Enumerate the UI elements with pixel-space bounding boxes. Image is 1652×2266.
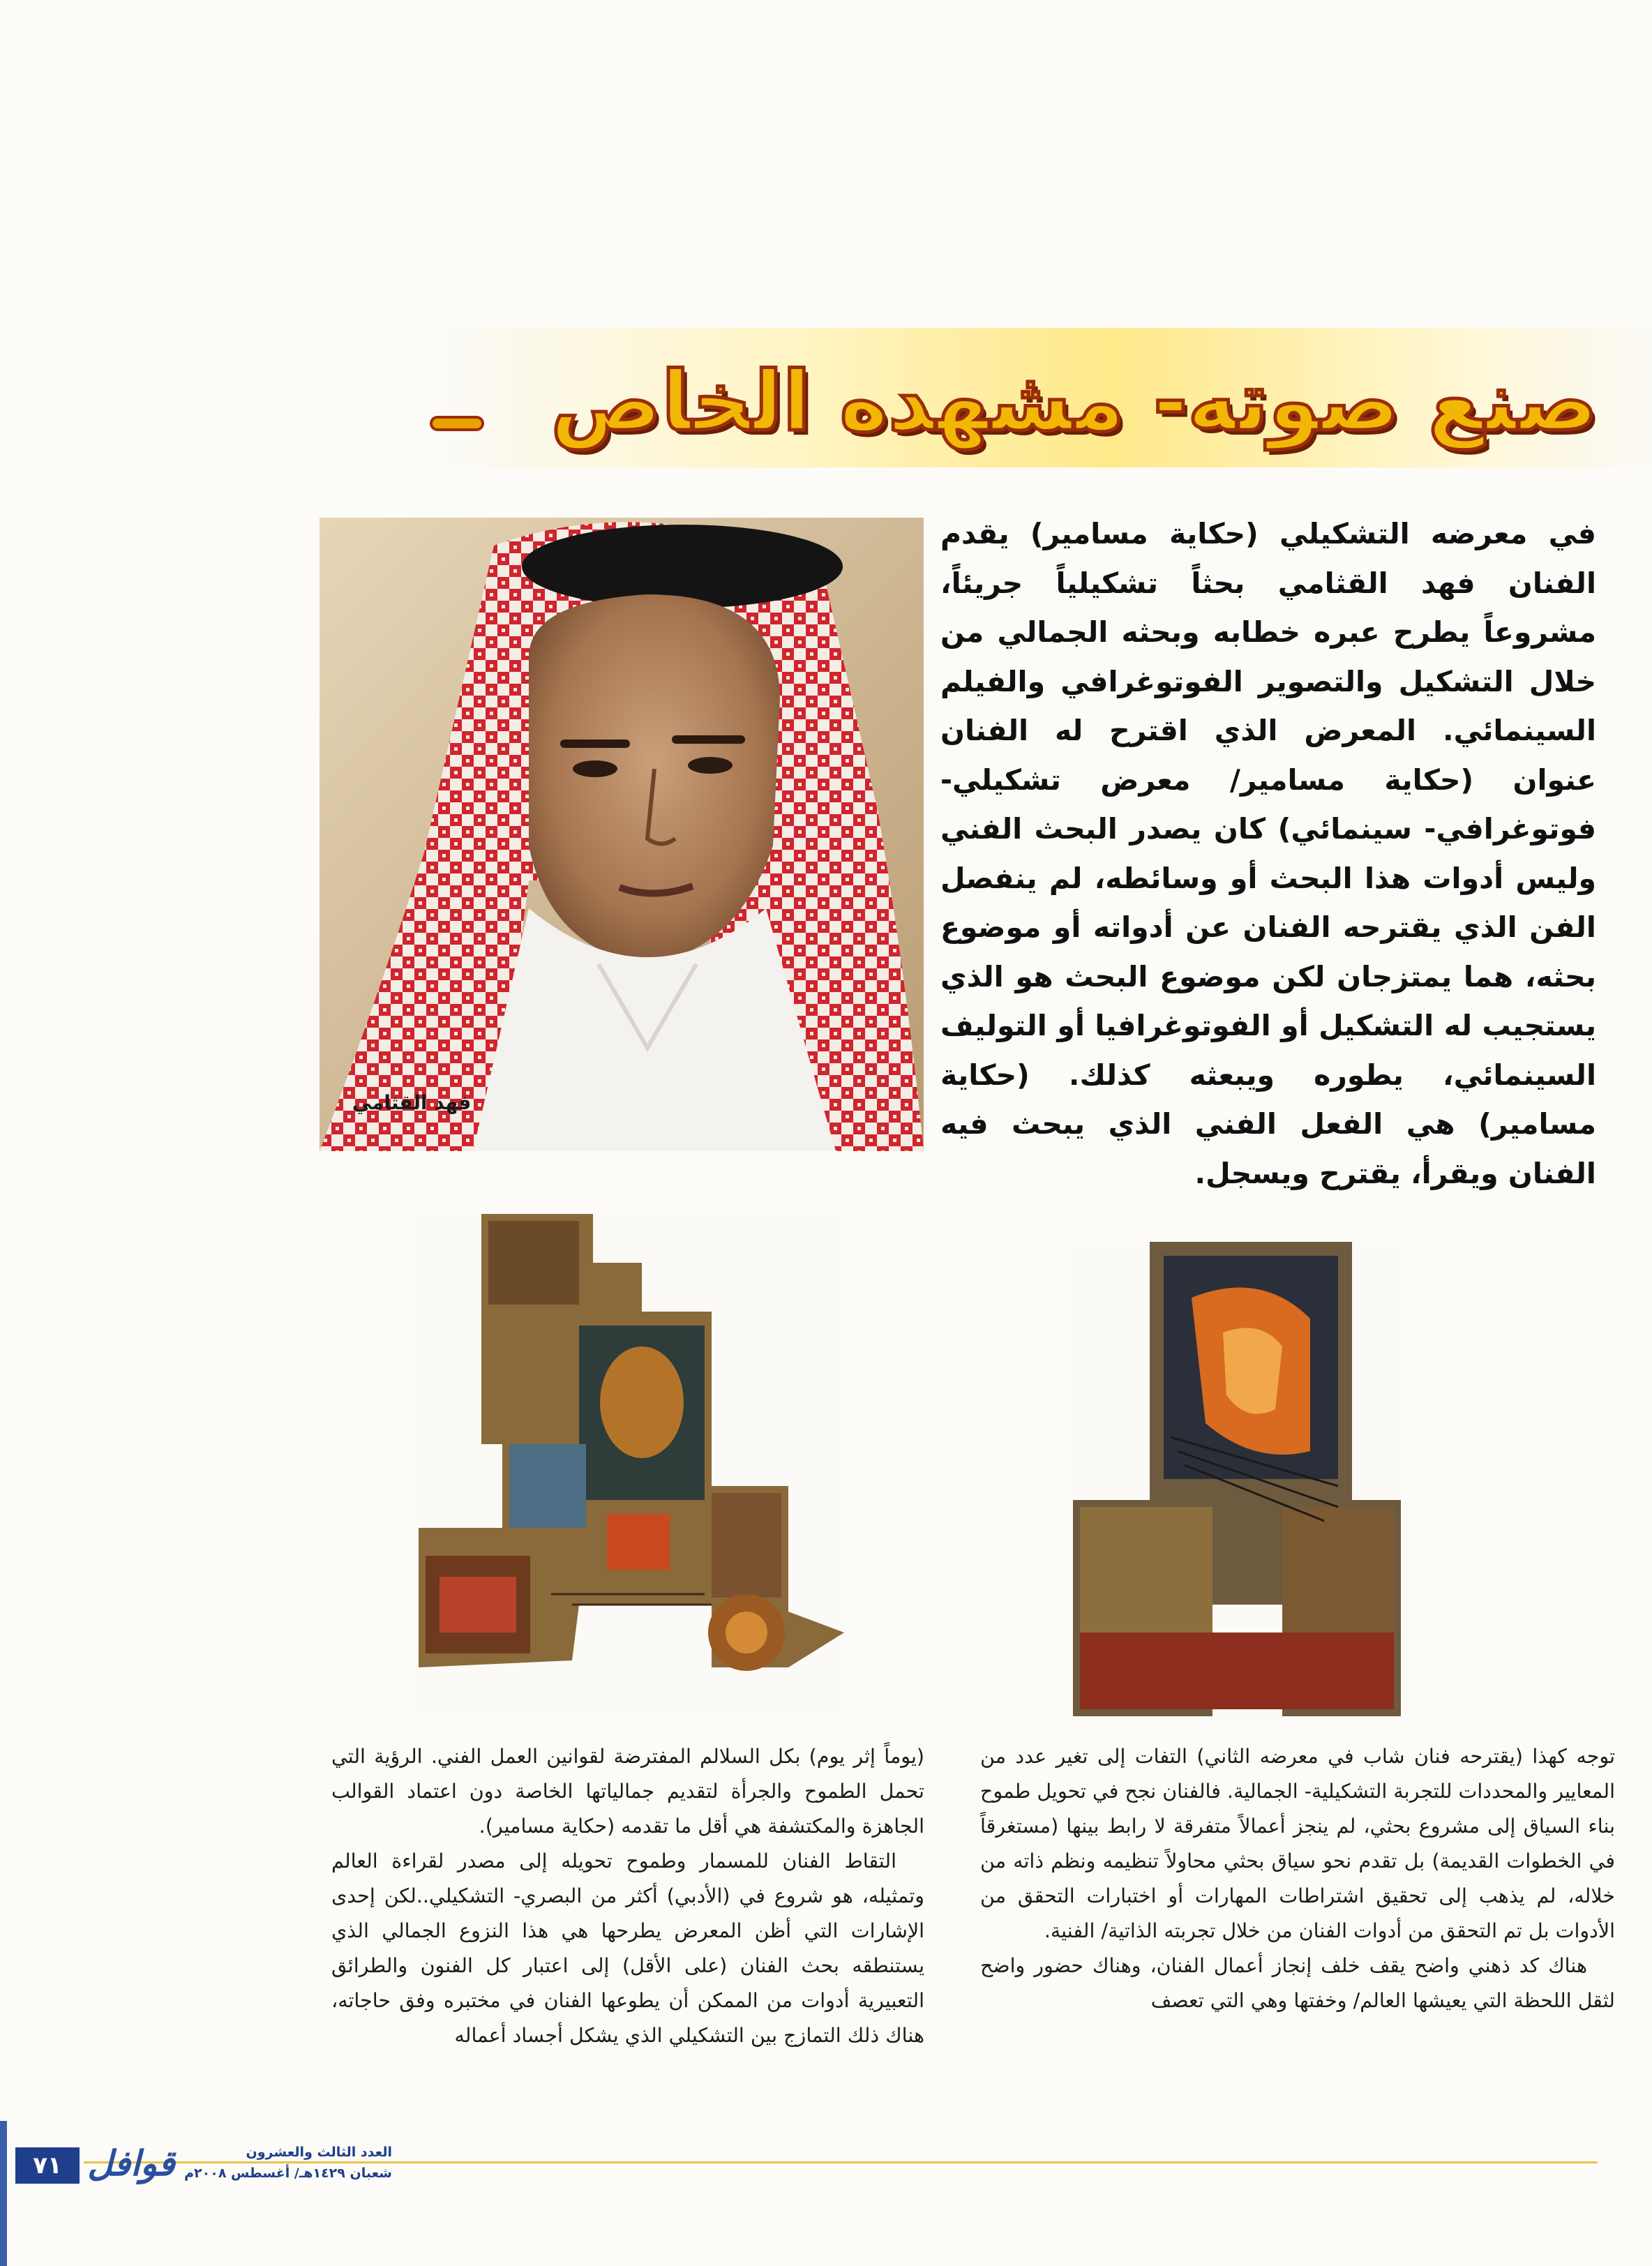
artist-portrait-photo (320, 518, 924, 1151)
artwork-right-image (1073, 1242, 1401, 1723)
article-title: صنع صوته- مشهده الخاص (550, 353, 1598, 449)
body-paragraph: (يوماً إثر يوم) بكل السلالم المفترضة لقوانين العمل الفني. الرؤية التي تحمل الطموح والجرأة لتقديم جمالياتها الخاصة دون اعتماد القوالب الجاهزة والمكتشفة هي أقل ما تقدمه (حكاية مسامير). (331, 1745, 924, 1838)
intro-paragraph: في معرضه التشكيلي (حكاية مسامير) يقدم الفنان فهد القثامي بحثاً تشكيلياً جريئاً، مشروعاً يطرح عبره خطابه وبحثه الجمالي من خلال التشكيل والتصوير الفوتوغرافي والفيلم السينمائي. المعرض الذي اقترح له الفنان عنوان (حكاية مسامير/ معرض تشكيلي- فوتوغرافي- سينمائي) كان يصدر البحث الفني وليس أدوات هذا البحث أو وسائطه، لم ينفصل الفن الذي يقترحه الفنان عن أدواته أو موضوع بحثه، هما يمتزجان لكن موضوع البحث هو الذي يستجيب له التشكيل أو الفوتوغرافيا أو التوليف السينمائي، يطوره ويبعثه كذلك. (حكاية مسامير) هي الفعل الفني الذي يبحث فيه الفنان ويقرأ، يقترح ويسجل. (940, 517, 1596, 1190)
artwork-left-image (412, 1214, 844, 1716)
portrait-caption: فهد القثامي (352, 1091, 472, 1114)
page-number: ٧١ (15, 2147, 80, 2184)
page-edge-strip (0, 2121, 7, 2266)
body-column-left (331, 1739, 924, 2144)
issue-info (183, 2142, 392, 2186)
body-paragraph: توجه كهذا (يقترحه فنان شاب في معرضه الثاني) التفات إلى تغير عدد من المعايير والمحددات للتجربة التشكيلية- الجمالية. فالفنان نجح في تحويل طموح بناء السياق إلى مشروع بحثي، لم ينجز أعمالاً متفرقة لا رابط بينها (مستغرقاً في الخطوات القديمة) بل تقدم نحو سياق بحثي محاولاً تنظيمه ونظم ذاته من خلاله، لم يذهب إلى تحقيق اشتراطات المهارات أو اختبارات التحقق من الأدوات بل تم التحقق من أدوات الفنان من خلال تجربته الذاتية/ الفنية. (980, 1745, 1615, 1942)
issue-number: العدد الثالث والعشرون (246, 2145, 392, 2160)
magazine-logo: قوافل (87, 2143, 175, 2184)
body-column-right (980, 1739, 1615, 2144)
body-paragraph: هناك كد ذهني واضح يقف خلف إنجاز أعمال الفنان، وهناك حضور واضح لثقل اللحظة التي يعيشها العالم/ وخفتها وهي التي تعصف (980, 1954, 1615, 2012)
body-paragraph: التقاط الفنان للمسمار وطموح تحويله إلى مصدر لقراءة العالم وتمثيله، هو شروع في (الأدبي) أكثر من البصري- التشكيلي..لكن إحدى الإشارات التي أظن المعرض يطرحها هي هذا النزوع الجمالي الذي يستنطقه بحث الفنان (على الأقل) إلى اعتبار كل الفنون والطرائق التعبيرية أدوات من الممكن أن يطوعها الفنان في مختبره وفق حاجاته، هناك ذلك التمازج بين التشكيلي الذي يشكل أجساد أعماله (331, 1849, 924, 2047)
issue-date: شعبان ١٤٢٩هـ/ أغسطس ٢٠٠٨م (184, 2166, 392, 2181)
